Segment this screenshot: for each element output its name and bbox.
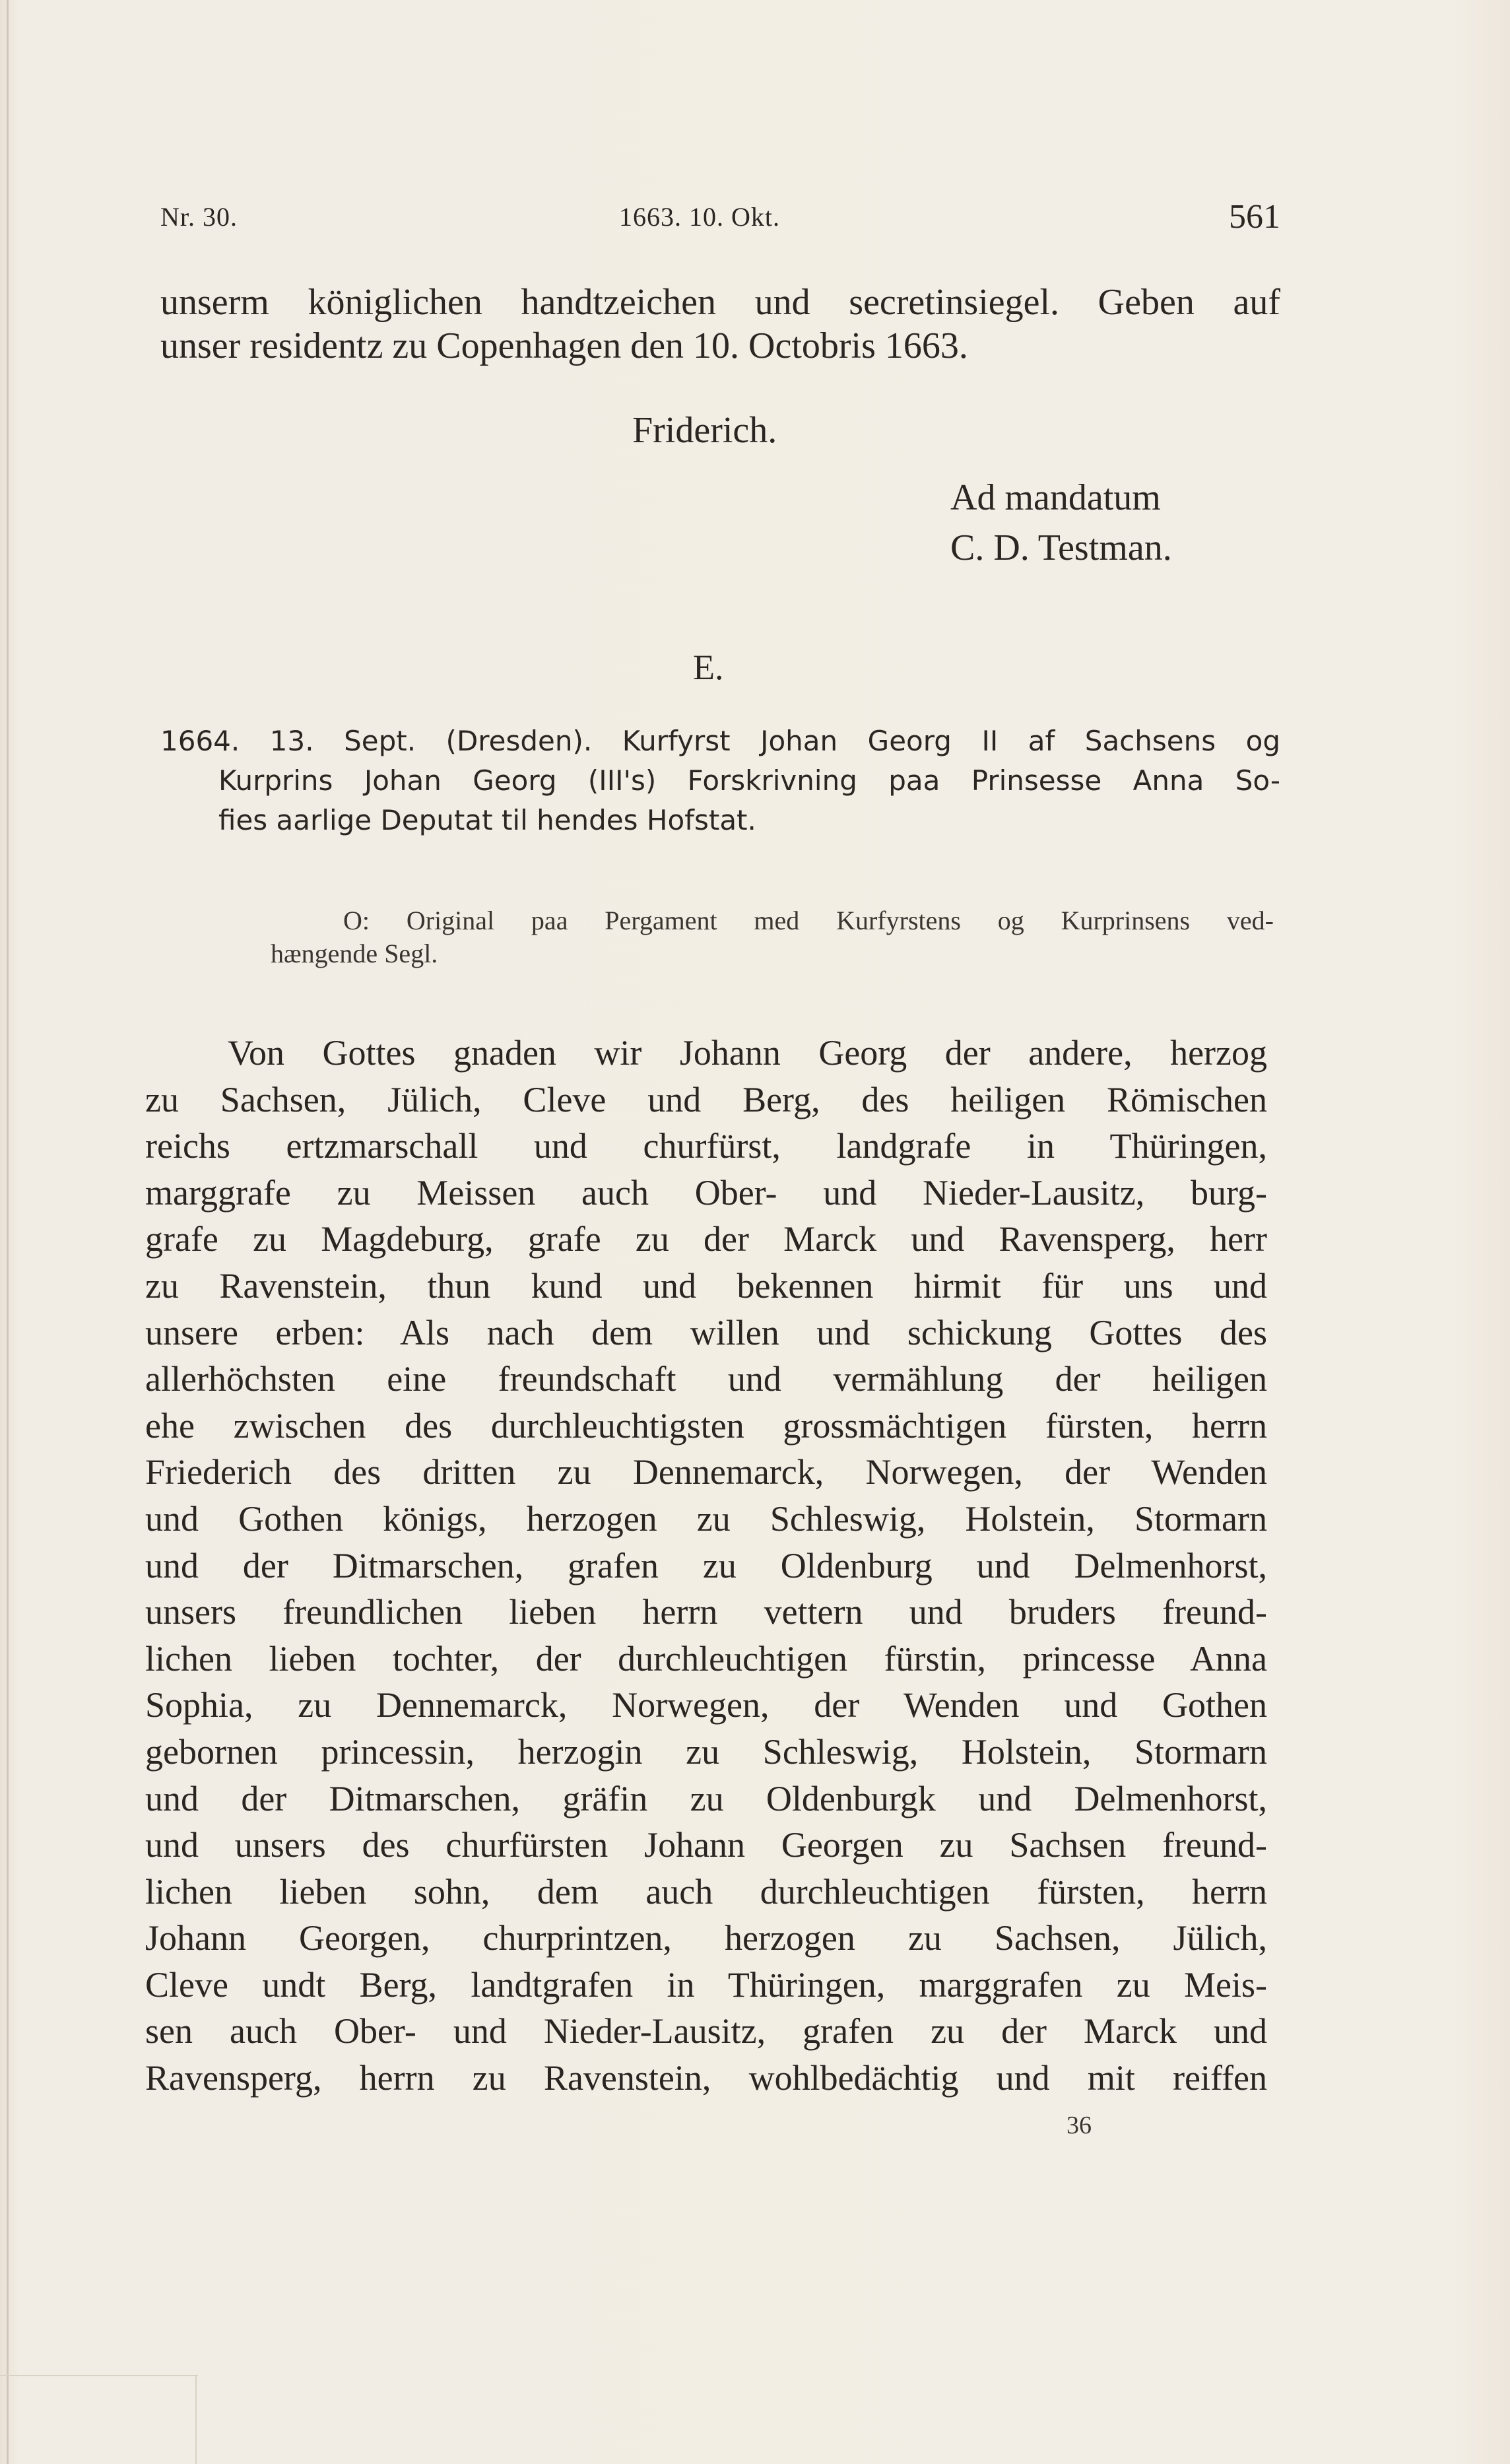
main-text-line: Cleve undt Berg, landtgrafen in Thüringen, marggrafen zu Meis- (145, 1964, 1267, 2005)
main-text-line: lichen lieben tochter, der durchleuchtigen fürstin, princesse Anna (145, 1638, 1267, 1679)
signature-name: Friderich. (632, 410, 777, 451)
main-text-line: und unsers des churfürsten Johann Georgen zu Sachsen freund- (145, 1825, 1267, 1865)
main-text-line: marggrafe zu Meissen auch Ober- und Nieder-Lausitz, burg- (145, 1172, 1267, 1213)
main-text-line: zu Sachsen, Jülich, Cleve und Berg, des heiligen Römischen (145, 1079, 1267, 1119)
page-edge-line (7, 0, 9, 2464)
main-text-line: sen auch Ober- und Nieder-Lausitz, grafen zu der Marck und (145, 2011, 1267, 2051)
main-text-line: reichs ertzmarschall und churfürst, landgrafe in Thüringen, (145, 1126, 1267, 1166)
main-text-line: unsers freundlichen lieben herrn vettern und bruders freund- (145, 1592, 1267, 1632)
summary-line: fies aarlige Deputat til hendes Hofstat. (218, 804, 756, 836)
main-text-line: Sophia, zu Dennemarck, Norwegen, der Wenden und Gothen (145, 1685, 1267, 1725)
countersignature (950, 473, 1172, 573)
main-text-line: und der Ditmarschen, grafen zu Oldenburg und Delmenhorst, (145, 1545, 1267, 1585)
main-text-line: und der Ditmarschen, gräfin zu Oldenburgk und Delmenhorst, (145, 1778, 1267, 1818)
page-number: 561 (1229, 198, 1280, 236)
running-head (160, 198, 1280, 241)
summary-line: 1664. 13. Sept. (Dresden). Kurfyrst Johan Georg II af Sachsens og (160, 725, 1280, 757)
corner-mark-horizontal (0, 2375, 198, 2376)
main-text-line: allerhöchsten eine freundschaft und vermählung der heiligen (145, 1359, 1267, 1399)
main-text-line: ehe zwischen des durchleuchtigsten grossmächtigen fürsten, herrn (145, 1405, 1267, 1446)
summary-line: Kurprins Johan Georg (III's) Forskrivning paa Prinsesse Anna So- (218, 764, 1280, 797)
source-note (271, 904, 1274, 970)
section-letter: E. (693, 648, 724, 687)
note-line: O: Original paa Pergament med Kurfyrstens og Kurprinsens ved- (343, 906, 1274, 935)
main-text-line: gebornen princessin, herzogin zu Schleswig, Holstein, Stormarn (145, 1731, 1267, 1772)
main-text-line: unsere erben: Als nach dem willen und schickung Gottes des (145, 1312, 1267, 1352)
opening-text (160, 281, 1280, 368)
main-text-line: Johann Georgen, churprintzen, herzogen zu Sachsen, Jülich, (145, 1918, 1267, 1958)
sheet-signature: 36 (1067, 2112, 1092, 2139)
main-text-line: Ravensperg, herrn zu Ravenstein, wohlbedächtig und mit reiffen (145, 2058, 1267, 2098)
running-head-date: 1663. 10. Okt. (619, 202, 780, 232)
note-line: hængende Segl. (271, 939, 438, 968)
corner-mark-vertical (195, 2375, 197, 2464)
main-text-line: Von Gottes gnaden wir Johann Georg der andere, herzog (228, 1033, 1267, 1073)
document-summary (160, 721, 1280, 840)
text-line: unser residentz zu Copenhagen den 10. Octobris 1663. (160, 325, 968, 366)
main-text (145, 1030, 1267, 2102)
main-text-line: und Gothen königs, herzogen zu Schleswig, Holstein, Stormarn (145, 1498, 1267, 1539)
countersign-line: C. D. Testman. (950, 527, 1172, 568)
running-head-number: Nr. 30. (160, 202, 238, 232)
main-text-line: grafe zu Magdeburg, grafe zu der Marck und Ravensperg, herr (145, 1219, 1267, 1259)
main-text-line: lichen lieben sohn, dem auch durchleuchtigen fürsten, herrn (145, 1871, 1267, 1912)
countersign-line: Ad mandatum (950, 477, 1161, 518)
text-line: unserm königlichen handtzeichen und secretinsiegel. Geben auf (160, 282, 1280, 323)
main-text-line: Friederich des dritten zu Dennemarck, Norwegen, der Wenden (145, 1452, 1267, 1492)
main-text-line: zu Ravenstein, thun kund und bekennen hirmit für uns und (145, 1265, 1267, 1306)
